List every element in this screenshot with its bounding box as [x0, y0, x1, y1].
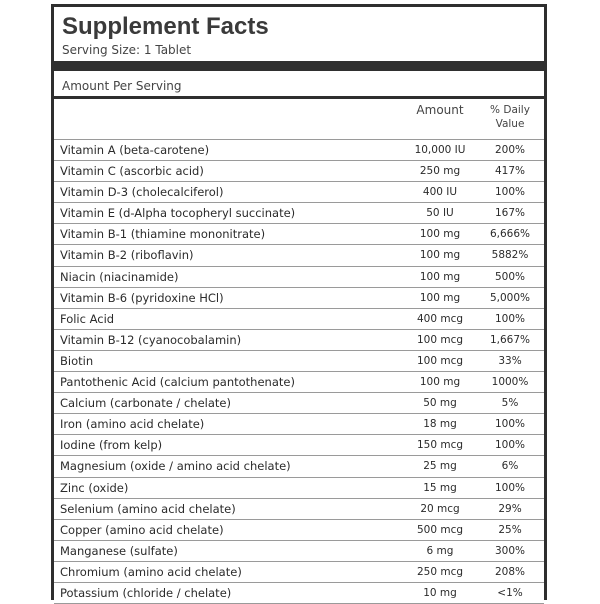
table-row [54, 245, 544, 266]
nutrient-amount: 20 mcg [420, 502, 460, 515]
nutrient-amount: 18 mg [423, 418, 457, 431]
daily-value: 5,000% [489, 291, 531, 304]
table-row [54, 456, 544, 477]
nutrient-amount: 400 IU [422, 186, 458, 199]
panel-title: Supplement Facts [62, 13, 269, 40]
daily-value: 1,667% [489, 333, 531, 346]
daily-value: 100% [494, 312, 526, 325]
table-row [54, 520, 544, 541]
nutrient-amount: 6 mg [426, 544, 454, 557]
daily-value: 167% [494, 207, 526, 220]
table-row [54, 140, 544, 161]
nutrient-name: Selenium (amino acid chelate) [60, 501, 236, 516]
nutrient-name: Niacin (niacinamide) [60, 269, 179, 284]
table-row [54, 478, 544, 499]
nutrient-name: Calcium (carbonate / chelate) [60, 396, 231, 411]
nutrient-name: Vitamin B-12 (cyanocobalamin) [60, 332, 242, 347]
nutrient-amount: 100 mg [419, 228, 461, 241]
nutrient-name: Potassium (chloride / chelate) [60, 585, 232, 600]
nutrient-amount: 500 mcg [416, 523, 464, 536]
daily-value: 300% [494, 544, 526, 557]
table-row [54, 161, 544, 182]
table-row [54, 435, 544, 456]
table-row [54, 372, 544, 393]
daily-value: 100% [494, 418, 526, 431]
table-row [54, 309, 544, 330]
daily-value: 1000% [491, 376, 529, 389]
nutrient-amount: 250 mcg [416, 565, 464, 578]
nutrient-amount: 50 IU [426, 207, 454, 220]
amount-column-header: Amount [416, 103, 464, 117]
daily-value: 25% [498, 523, 522, 536]
thick-divider [54, 61, 544, 71]
nutrient-name: Folic Acid [60, 311, 115, 326]
nutrient-amount: 100 mg [419, 270, 461, 283]
nutrient-name: Vitamin D-3 (cholecalciferol) [60, 185, 224, 200]
table-row [54, 414, 544, 435]
nutrient-amount: 10 mg [423, 586, 457, 599]
amount-per-serving-label: Amount Per Serving [62, 79, 182, 93]
nutrient-amount: 100 mcg [416, 354, 464, 367]
table-row [54, 351, 544, 372]
daily-value: 100% [494, 186, 526, 199]
nutrient-name: Magnesium (oxide / amino acid chelate) [60, 459, 291, 474]
nutrient-name: Vitamin E (d-Alpha tocopheryl succinate) [60, 206, 296, 221]
daily-value-column-header: % Daily Value [490, 104, 530, 130]
nutrient-name: Biotin [60, 353, 94, 368]
nutrient-amount: 100 mg [419, 376, 461, 389]
nutrient-name: Vitamin C (ascorbic acid) [60, 164, 204, 179]
nutrient-amount: 100 mcg [416, 333, 464, 346]
daily-value: 100% [494, 481, 526, 494]
table-row [54, 393, 544, 414]
nutrient-name: Vitamin B-2 (riboflavin) [60, 248, 194, 263]
daily-value: 33% [498, 354, 522, 367]
nutrient-amount: 100 mg [419, 249, 461, 262]
nutrient-amount: 400 mcg [416, 312, 464, 325]
daily-value: 500% [494, 270, 526, 283]
nutrient-amount: 15 mg [423, 481, 457, 494]
nutrient-amount: 10,000 IU [414, 144, 466, 156]
serving-size: Serving Size: 1 Tablet [62, 43, 192, 57]
daily-value: 29% [498, 502, 522, 515]
nutrient-name: Vitamin B-1 (thiamine mononitrate) [60, 227, 266, 242]
medium-divider [54, 96, 544, 99]
nutrient-name: Manganese (sulfate) [60, 543, 178, 558]
table-row [54, 224, 544, 245]
table-row [54, 203, 544, 224]
table-row [54, 330, 544, 351]
nutrient-name: Iodine (from kelp) [60, 438, 163, 453]
nutrient-name: Chromium (amino acid chelate) [60, 564, 242, 579]
daily-value: 417% [494, 165, 526, 178]
daily-value: 100% [494, 439, 526, 452]
nutrient-name: Vitamin A (beta-carotene) [60, 143, 210, 157]
table-row [54, 288, 544, 309]
nutrient-amount: 50 mg [423, 397, 457, 410]
table-row [54, 583, 544, 604]
daily-value: 5882% [491, 249, 529, 262]
daily-value: <1% [497, 586, 523, 599]
nutrient-name: Copper (amino acid chelate) [60, 522, 224, 537]
nutrient-amount: 150 mcg [416, 439, 464, 452]
nutrient-name: Zinc (oxide) [60, 480, 129, 495]
nutrient-table [54, 139, 544, 604]
daily-value: 200% [494, 144, 526, 156]
nutrient-amount: 100 mg [419, 291, 461, 304]
table-row [54, 541, 544, 562]
table-row [54, 182, 544, 203]
daily-value: 208% [494, 565, 526, 578]
daily-value: 6% [501, 460, 519, 473]
table-row [54, 267, 544, 288]
supplement-facts-panel [51, 4, 547, 600]
nutrient-name: Vitamin B-6 (pyridoxine HCl) [60, 290, 224, 305]
nutrient-amount: 25 mg [423, 460, 457, 473]
table-row [54, 562, 544, 583]
nutrient-name: Pantothenic Acid (calcium pantothenate) [60, 375, 295, 390]
daily-value: 5% [501, 397, 519, 410]
nutrient-amount: 250 mg [419, 165, 461, 178]
nutrient-name: Iron (amino acid chelate) [60, 417, 205, 432]
table-row [54, 499, 544, 520]
daily-value: 6,666% [489, 228, 531, 241]
